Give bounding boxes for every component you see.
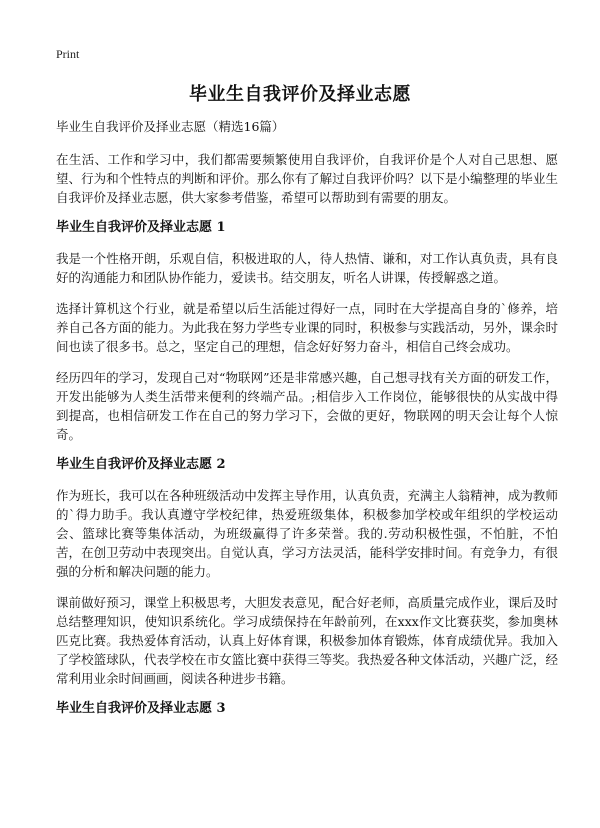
page-title: 毕业生自我评价及择业志愿 bbox=[189, 84, 411, 105]
section-1-paragraph-2: 选择计算机这个行业，就是希望以后生活能过得好一点，同时在大学提高自身的`修养，培养自己各方面的能力。为此我在努力学些专业课的同时，积极参与实践活动，另外，课余时间也读了很多书。总之，坚定自己的理想，信念好好努力奋斗，相信自己终会成功。 bbox=[56, 301, 558, 354]
intro-paragraph: 在生活、工作和学习中，我们都需要频繁使用自我评价，自我评价是个人对自己思想、愿望、行为和个性特点的判断和评价。那么你有了解过自我评价吗？以下是小编整理的毕业生自我评价及择业志愿，供大家参考借鉴，希望可以帮助到有需要的朋友。 bbox=[56, 152, 558, 205]
section-2-paragraph-1: 作为班长，我可以在各种班级活动中发挥主导作用，认真负责，充满主人翁精神，成为教师的`得力助手。我认真遵守学校纪律，热爱班级集体，积极参加学校或年组织的学校运动会、篮球比赛等集体活动，为班级赢得了许多荣誉。我的.劳动积极性强，不怕脏，不怕苦，在创卫劳动中表现突出。自觉认真，学习方法灵活，能科学安排时间。有竞争力，有很强的分析和解决问题的能力。 bbox=[56, 488, 558, 579]
section-heading-1: 毕业生自我评价及择业志愿 1 bbox=[56, 220, 226, 235]
article-body bbox=[56, 118, 558, 730]
section-heading-3: 毕业生自我评价及择业志愿 3 bbox=[56, 701, 226, 716]
section-heading-2: 毕业生自我评价及择业志愿 2 bbox=[56, 457, 226, 472]
section-1-paragraph-1: 我是一个性格开朗，乐观自信，积极进取的人，待人热情、谦和，对工作认真负责，具有良好的沟通能力和团队协作能力，爱读书。结交朋友，听名人讲课，传授解惑之道。 bbox=[56, 251, 558, 285]
section-1-paragraph-3: 经历四年的学习，发现自己对“物联网”还是非常感兴趣，自己想寻找有关方面的研发工作，开发出能够为人类生活带来便利的终端产品。;相信步入工作岗位，能够很快的从实战中得到提高，也相信研发工作在自己的努力学习下，会做的更好，物联网的明天会让每个人惊奇。 bbox=[56, 370, 558, 442]
print-label[interactable]: Print bbox=[56, 47, 80, 61]
section-2-paragraph-2: 课前做好预习，课堂上积极思考，大胆发表意见，配合好老师，高质量完成作业，课后及时总结整理知识，使知识系统化。学习成绩保持在年龄前列，在xxx作文比赛获奖，参加奥林匹克比赛。我热爱体育活动，认真上好体育课，积极参加体育锻炼，体育成绩优异。我加入了学校篮球队，代表学校在市女篮比赛中获得三等奖。我热爱各种文体活动，兴趣广泛，经常利用业余时间画画，阅读各种进步书籍。 bbox=[56, 595, 558, 686]
article-subtitle: 毕业生自我评价及择业志愿（精选16篇） bbox=[56, 119, 285, 134]
